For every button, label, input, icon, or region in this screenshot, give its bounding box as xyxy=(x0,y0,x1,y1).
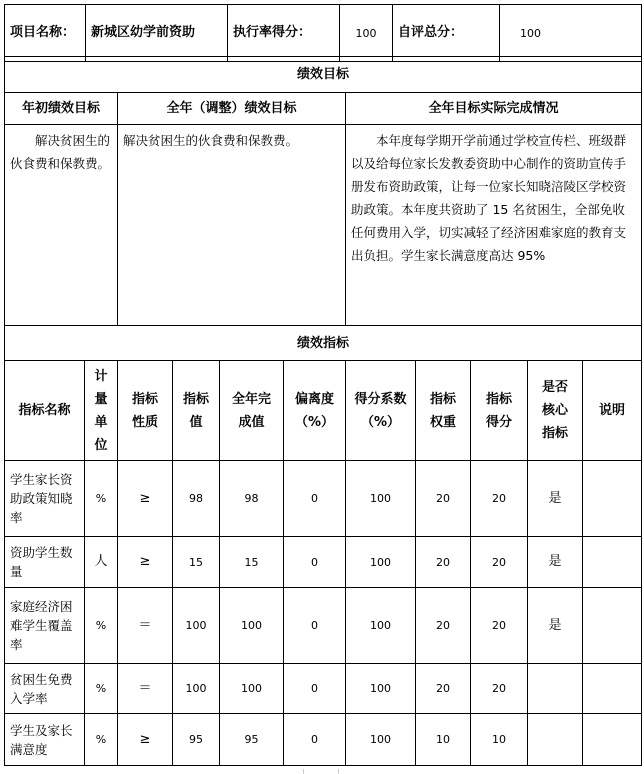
indicator-nature: ＝ xyxy=(118,588,173,664)
indicator-nature: ≥ xyxy=(118,537,173,588)
col-header-score: 指标得分 xyxy=(471,361,528,461)
indicator-actual: 95 xyxy=(220,714,284,766)
indicator-actual: 15 xyxy=(220,537,284,588)
indicator-coef: 100 xyxy=(346,664,416,714)
indicator-note xyxy=(583,461,642,537)
project-name-label: 项目名称： xyxy=(5,5,86,62)
execution-rate-value: 100 xyxy=(340,5,393,62)
indicator-deviation: 0 xyxy=(284,537,346,588)
indicator-unit: % xyxy=(85,461,118,537)
indicator-target: 100 xyxy=(173,588,220,664)
col-header-coef: 得分系数（%） xyxy=(346,361,416,461)
adjusted-goal-text: 解决贫困生的伙食费和保教费。 xyxy=(118,125,346,326)
indicator-nature: ＝ xyxy=(118,664,173,714)
indicator-score: 20 xyxy=(471,588,528,664)
page-fold-marker xyxy=(303,769,339,774)
indicator-weight: 20 xyxy=(416,664,471,714)
indicator-deviation: 0 xyxy=(284,664,346,714)
indicator-coef: 100 xyxy=(346,714,416,766)
table-row xyxy=(5,461,642,537)
goals-col-adjusted: 全年（调整）绩效目标 xyxy=(118,93,346,125)
col-header-weight: 指标权重 xyxy=(416,361,471,461)
self-evaluation-label: 自评总分： xyxy=(393,5,500,62)
indicator-note xyxy=(583,664,642,714)
goals-section-title: 绩效目标 xyxy=(5,57,642,93)
indicator-score: 20 xyxy=(471,664,528,714)
indicator-unit: % xyxy=(85,588,118,664)
indicator-name: 学生及家长满意度 xyxy=(5,714,85,766)
col-header-nature: 指标性质 xyxy=(118,361,173,461)
indicator-name: 贫困生免费入学率 xyxy=(5,664,85,714)
indicator-target: 15 xyxy=(173,537,220,588)
indicator-nature: ≥ xyxy=(118,461,173,537)
table-row xyxy=(5,537,642,588)
indicator-name: 资助学生数量 xyxy=(5,537,85,588)
execution-rate-label: 执行率得分： xyxy=(228,5,340,62)
indicator-target: 95 xyxy=(173,714,220,766)
indicator-score: 10 xyxy=(471,714,528,766)
indicator-unit: % xyxy=(85,714,118,766)
indicator-deviation: 0 xyxy=(284,588,346,664)
indicator-actual: 98 xyxy=(220,461,284,537)
indicator-weight: 20 xyxy=(416,461,471,537)
indicator-nature: ≥ xyxy=(118,714,173,766)
indicator-unit: 人 xyxy=(85,537,118,588)
indicator-score: 20 xyxy=(471,537,528,588)
col-header-core: 是否核心指标 xyxy=(528,361,583,461)
indicator-note xyxy=(583,714,642,766)
indicator-deviation: 0 xyxy=(284,714,346,766)
indicator-score: 20 xyxy=(471,461,528,537)
self-evaluation-value: 100 xyxy=(500,5,642,62)
indicator-weight: 10 xyxy=(416,714,471,766)
indicator-core: 是 xyxy=(528,461,583,537)
indicator-target: 100 xyxy=(173,664,220,714)
indicator-note xyxy=(583,588,642,664)
indicator-core: 是 xyxy=(528,537,583,588)
indicator-weight: 20 xyxy=(416,537,471,588)
initial-goal-text: 解决贫困生的伙食费和保教费。 xyxy=(5,125,118,326)
performance-table xyxy=(4,56,642,766)
col-header-target: 指标值 xyxy=(173,361,220,461)
col-header-deviation: 偏离度（%） xyxy=(284,361,346,461)
indicator-unit: % xyxy=(85,664,118,714)
indicator-core xyxy=(528,664,583,714)
indicators-header-row xyxy=(5,361,642,461)
goals-col-initial: 年初绩效目标 xyxy=(5,93,118,125)
indicator-deviation: 0 xyxy=(284,461,346,537)
table-row xyxy=(5,664,642,714)
col-header-note: 说明 xyxy=(583,361,642,461)
indicator-name: 家庭经济困难学生覆盖率 xyxy=(5,588,85,664)
actual-completion-text: 本年度每学期开学前通过学校宣传栏、班级群以及给每位家长发教委资助中心制作的资助宣传手册发布资助政策，让每一位家长知晓涪陵区学校资助政策。本年度共资助了 15 名贫困生，全部免收任何费用入学，切实减轻了经济困难家庭的教育支出负担。学生家长满意度高达 95% xyxy=(346,125,642,326)
indicator-coef: 100 xyxy=(346,588,416,664)
project-header-table xyxy=(4,4,642,62)
indicator-coef: 100 xyxy=(346,461,416,537)
col-header-unit: 计量单位 xyxy=(85,361,118,461)
indicator-name: 学生家长资助政策知晓率 xyxy=(5,461,85,537)
indicators-section-title: 绩效指标 xyxy=(5,326,642,361)
table-row xyxy=(5,588,642,664)
indicator-note xyxy=(583,537,642,588)
indicator-actual: 100 xyxy=(220,588,284,664)
table-row xyxy=(5,714,642,766)
indicator-coef: 100 xyxy=(346,537,416,588)
indicator-weight: 20 xyxy=(416,588,471,664)
col-header-name: 指标名称 xyxy=(5,361,85,461)
indicator-actual: 100 xyxy=(220,664,284,714)
col-header-actual: 全年完成值 xyxy=(220,361,284,461)
indicator-core: 是 xyxy=(528,588,583,664)
indicator-target: 98 xyxy=(173,461,220,537)
project-name-value: 新城区幼学前资助 xyxy=(86,5,228,62)
goals-col-actual: 全年目标实际完成情况 xyxy=(346,93,642,125)
indicator-core xyxy=(528,714,583,766)
